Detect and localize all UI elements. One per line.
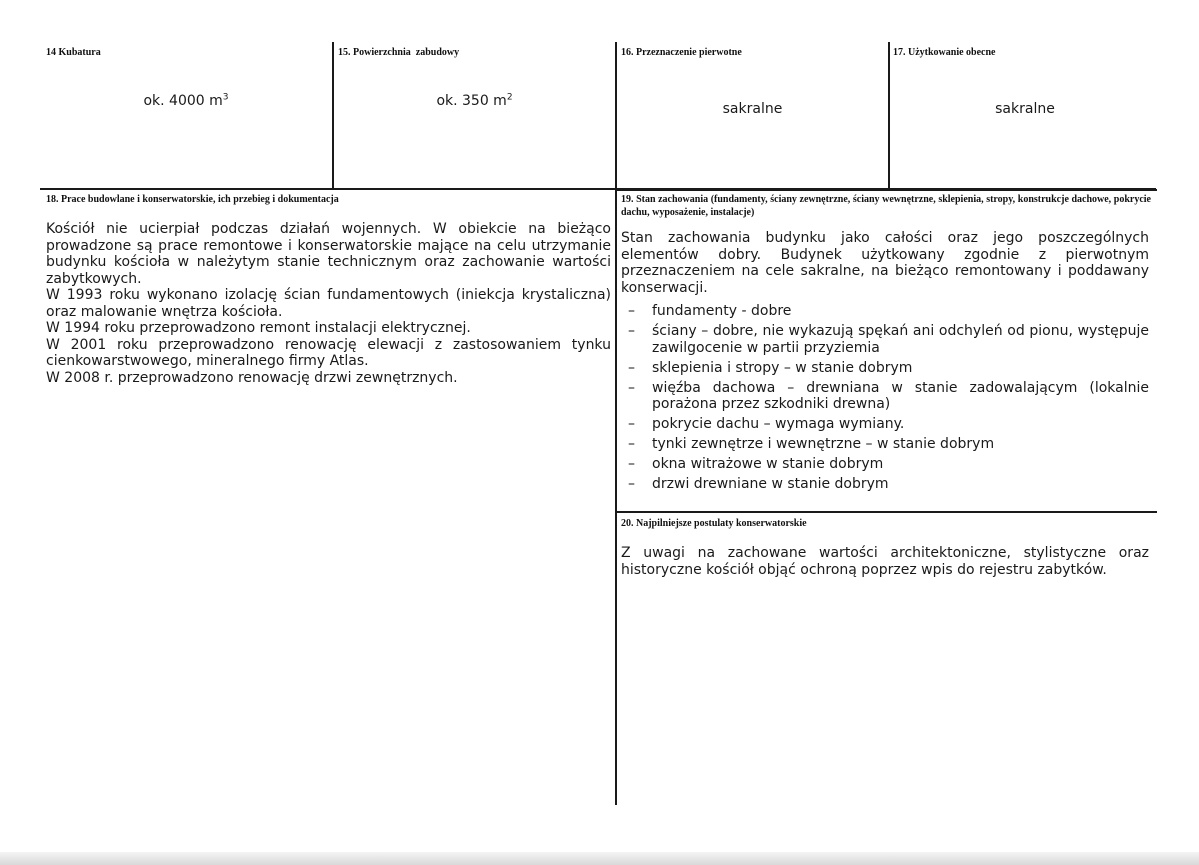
section-19-header: 19. Stan zachowania (fundamenty, ściany zewnętrzne, ściany wewnętrzne, sklepienia, stropy, konstrukcje dachowe, pokrycie dachu, wyposażenie, instalacje) — [621, 194, 1151, 218]
dash-bullet: – — [628, 416, 635, 432]
current-use-value: sakralne — [995, 101, 1055, 117]
section-20-header: 20. Najpilniejsze postulaty konserwatorskie — [621, 518, 807, 529]
list-item — [621, 416, 1149, 433]
section-19-condition-list — [621, 303, 1149, 496]
section-18-paragraph: Kościół nie ucierpiał podczas działań wojennych. W obiekcie na bieżąco prowadzone są prace remontowe i konserwatorskie mające na celu utrzymanie budynku kościoła w należytym stanie technicznym oraz zachowanie wartości zabytkowych. — [46, 221, 611, 287]
section-18-body — [46, 221, 611, 386]
list-item-text: drzwi drewniane w stanie dobrym — [652, 476, 889, 492]
dash-bullet: – — [628, 323, 635, 339]
dash-bullet: – — [628, 303, 635, 319]
cubature-unit-exponent: 3 — [222, 92, 229, 103]
section-18-paragraph: W 2001 roku przeprowadzono renowację elewacji z zastosowaniem tynku cienkowarstwowego, mineralnego firmy Atlas. — [46, 336, 611, 369]
built-area-value: ok. 350 m — [436, 93, 507, 109]
section-18-header: 18. Prace budowlane i konserwatorskie, ich przebieg i dokumentacja — [46, 194, 339, 205]
list-item — [621, 323, 1149, 356]
list-item-text: ściany – dobre, nie wykazują spękań ani odchyleń od pionu, występuje zawilgocenie w partii przyziemia — [652, 323, 1149, 356]
list-item — [621, 456, 1149, 473]
section-19-intro — [621, 230, 1149, 296]
cell-15-header: 15. Powierzchnia zabudowy — [338, 47, 460, 58]
scan-edge-shadow — [0, 852, 1199, 865]
cubature-value: ok. 4000 m — [143, 93, 223, 109]
section-19-top-border — [617, 189, 1157, 191]
list-item-text: więźba dachowa – drewniana w stanie zadowalającym (lokalnie porażona przez szkodniki drewna) — [652, 379, 1149, 412]
list-item — [621, 360, 1149, 377]
list-item — [621, 380, 1149, 413]
dash-bullet: – — [628, 476, 635, 492]
list-item — [621, 303, 1149, 320]
dash-bullet: – — [628, 436, 635, 452]
center-column-divider — [615, 188, 617, 805]
dash-bullet: – — [628, 379, 635, 396]
cell-17-header: 17. Użytkowanie obecne — [893, 47, 996, 58]
dash-bullet: – — [628, 456, 635, 472]
section-20-body — [621, 545, 1149, 578]
list-item — [621, 436, 1149, 453]
original-purpose-value: sakralne — [722, 101, 783, 117]
dash-bullet: – — [628, 359, 635, 376]
list-item-text: sklepienia i stropy – w stanie dobrym — [652, 359, 913, 376]
section-20-top-border — [617, 511, 1157, 513]
top-row-left-border — [332, 42, 334, 188]
cell-14-value — [40, 92, 332, 110]
cell-15-value — [334, 92, 615, 110]
list-item-text: fundamenty - dobre — [652, 303, 792, 319]
list-item — [621, 476, 1149, 493]
built-area-unit-exponent: 2 — [506, 92, 513, 103]
section-18-paragraph: W 1993 roku wykonano izolację ścian fundamentowych (iniekcja krystaliczna) oraz malowanie wnętrza kościoła. — [46, 287, 611, 320]
cell-16-header: 16. Przeznaczenie pierwotne — [621, 47, 742, 58]
cell-14-header: 14 Kubatura — [46, 47, 101, 58]
list-item-text: tynki zewnętrze i wewnętrzne – w stanie dobrym — [652, 436, 995, 452]
section-20-text: Z uwagi na zachowane wartości architektoniczne, stylistyczne oraz historyczne kościół objąć ochroną poprzez wpis do rejestru zabytków. — [621, 545, 1149, 578]
list-item-text: okna witrażowe w stanie dobrym — [652, 456, 884, 472]
section-18-paragraph: W 2008 r. przeprowadzono renowację drzwi zewnętrznych. — [46, 369, 458, 386]
section-18-paragraph: W 1994 roku przeprowadzono remont instalacji elektrycznej. — [46, 320, 471, 336]
section-19-intro-text: Stan zachowania budynku jako całości oraz jego poszczególnych elementów dobry. Budynek użytkowany zgodnie z pierwotnym przeznaczeniem na cele sakralne, na bieżąco remontowany i poddawany konserwacji. — [621, 230, 1149, 296]
list-item-text: pokrycie dachu – wymaga wymiany. — [652, 416, 905, 432]
